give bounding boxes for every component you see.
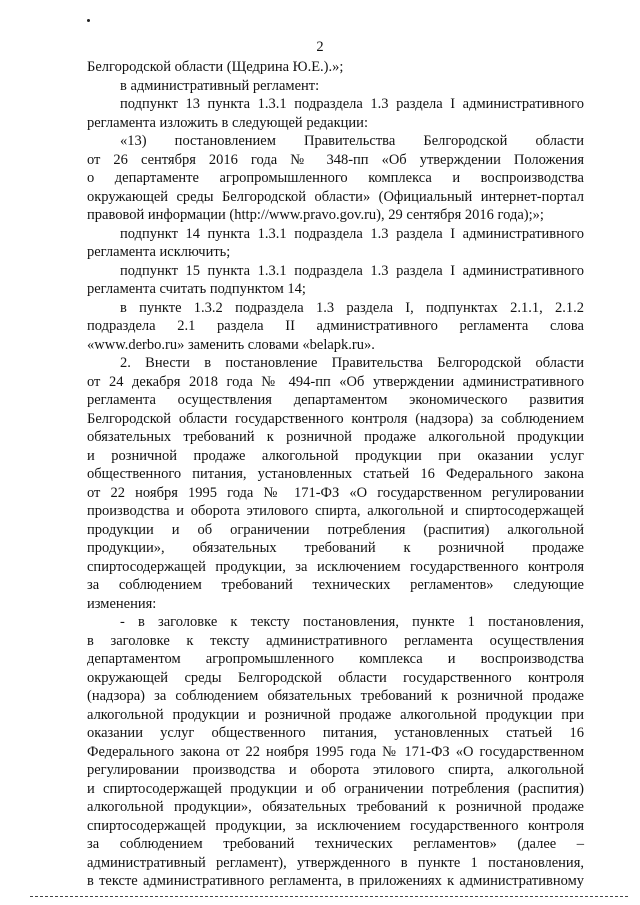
text-line: Федерального закона от 22 ноября 1995 года № 171-ФЗ «О государственном bbox=[87, 743, 584, 760]
text-line: подпункт 15 пункта 1.3.1 подраздела 1.3 раздела I административного bbox=[120, 262, 584, 279]
text-line: - в заголовке к тексту постановления, пункте 1 постановления, bbox=[120, 614, 584, 630]
document-body bbox=[87, 58, 584, 891]
text-line: изменения: bbox=[87, 595, 157, 612]
text-line: регламента осуществления департаментом экономического развития bbox=[87, 392, 584, 408]
text-line: от 26 сентября 2016 года № 348-пп «Об утверждении Положения bbox=[87, 151, 584, 168]
text-line: «13) постановлением Правительства Белгородской области bbox=[120, 133, 584, 149]
text-line: правовой информации (http://www.pravo.gov.ru), 29 сентября 2016 года);»; bbox=[87, 207, 544, 223]
text-line: регламента считать подпунктом 14; bbox=[87, 281, 306, 297]
text-line: подпункт 14 пункта 1.3.1 подраздела 1.3 раздела I административного bbox=[120, 225, 584, 242]
text-line: регулировании производства и оборота этилового спирта, алкогольной bbox=[87, 762, 584, 778]
text-line: в пункте 1.3.2 подраздела 1.3 раздела I, подпунктах 2.1.1, 2.1.2 bbox=[120, 299, 584, 316]
text-line: департаментом агропромышленного комплекса и воспроизводства bbox=[87, 651, 584, 667]
text-line: в административный регламент: bbox=[120, 77, 320, 94]
page-number: 2 bbox=[316, 39, 324, 55]
text-line: обязательных требований к розничной продаже алкогольной продукции bbox=[87, 429, 584, 445]
text-line: алкогольной продукции и розничной продаже алкогольной продукции при bbox=[87, 706, 584, 723]
text-line: о департаменте агропромышленного комплекса и воспроизводства bbox=[87, 170, 584, 186]
text-line: административный регламент), утвержденного в пункте 1 постановления, bbox=[87, 854, 584, 871]
text-line: «www.derbo.ru» заменить словами «belapk.ru». bbox=[87, 336, 375, 353]
bottom-scan-line bbox=[30, 896, 628, 897]
text-line: оказании услуг общественного питания, установленных статьей 16 bbox=[87, 725, 584, 741]
text-line: окружающей среды Белгородской области» (Официальный интернет-портал bbox=[87, 188, 584, 205]
text-line: алкогольной продукции», обязательных требований к розничной продаже bbox=[87, 799, 584, 815]
text-line: от 24 декабря 2018 года № 494-пп «Об утверждении административного bbox=[87, 373, 584, 390]
text-line: (надзора) за соблюдением обязательных требований к розничной продаже bbox=[87, 688, 584, 704]
text-line: подраздела 2.1 раздела II административного регламента слова bbox=[87, 318, 584, 334]
text-line: в тексте административного регламента, в приложениях к административному bbox=[87, 873, 584, 889]
scan-speck bbox=[87, 19, 90, 22]
text-line: от 22 ноября 1995 года № 171-ФЗ «О государственном регулировании bbox=[87, 484, 584, 501]
text-line: за соблюдением требований технических регламентов» следующие bbox=[87, 577, 584, 593]
text-line: 2. Внести в постановление Правительства Белгородской области bbox=[120, 355, 584, 371]
text-line: регламента изложить в следующей редакции: bbox=[87, 114, 368, 131]
text-line: продукции и об ограничении потребления (распития) алкогольной bbox=[87, 521, 584, 538]
text-line: Белгородской области (Щедрина Ю.Е.).»; bbox=[87, 59, 344, 75]
text-line: общественного питания, установленных статьей 16 Федерального закона bbox=[87, 466, 584, 482]
text-line: и розничной продаже алкогольной продукции при оказании услуг bbox=[87, 447, 584, 464]
text-line: регламента исключить; bbox=[87, 244, 231, 260]
text-line: окружающей среды Белгородской области государственного контроля bbox=[87, 669, 584, 686]
text-line: спиртосодержащей продукции, за исключением государственного контроля bbox=[87, 817, 584, 834]
text-line: Белгородской области государственного контроля (надзора) за соблюдением bbox=[87, 410, 584, 427]
text-line: и спиртосодержащей продукции и об ограничении потребления (распития) bbox=[87, 780, 584, 797]
text-line: спиртосодержащей продукции, за исключением государственного контроля bbox=[87, 558, 584, 575]
text-line: в заголовке к тексту административного регламента осуществления bbox=[87, 632, 584, 649]
text-line: производства и оборота этилового спирта, алкогольной и спиртосодержащей bbox=[87, 503, 584, 519]
text-line: подпункт 13 пункта 1.3.1 подраздела 1.3 раздела I административного bbox=[120, 96, 584, 112]
text-line: за соблюдением требований технических регламентов» (далее – bbox=[87, 836, 584, 852]
text-line: продукции», обязательных требований к розничной продаже bbox=[87, 540, 584, 556]
